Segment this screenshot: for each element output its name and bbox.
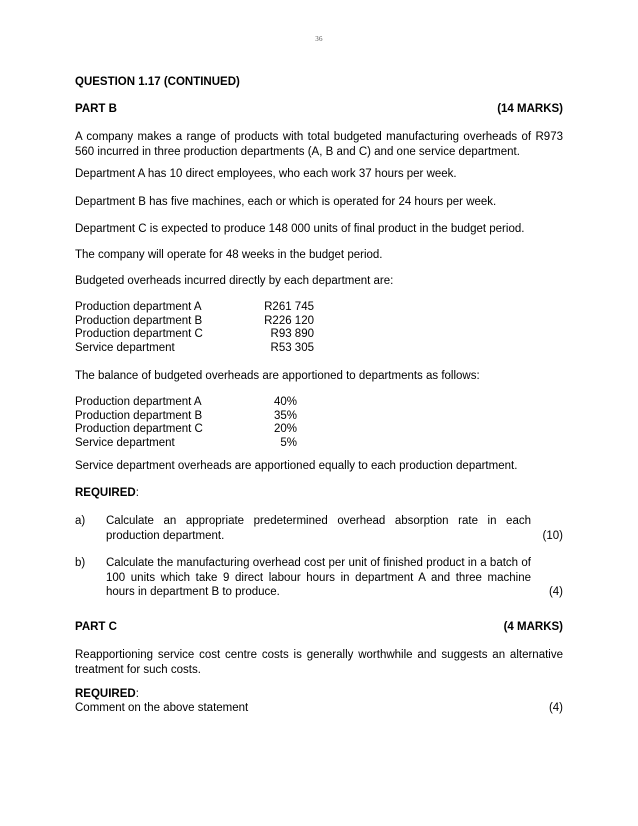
- required-colon: :: [135, 487, 139, 499]
- question-text: Calculate the manufacturing overhead cost per unit of finished product in a batch of 100 units which take 9 direct labour hours in department A and three machine hours in department B to produce.: [106, 557, 531, 598]
- dept-c-text: Department C is expected to produce 148 000 units of final product in the budget period.: [75, 223, 525, 235]
- question-item-b: [75, 556, 563, 602]
- required-label: REQUIRED: [75, 688, 136, 700]
- part-b-intro: A company makes a range of products with total budgeted manufacturing overheads of R973 560 incurred in three production departments (A, B and C) and one service department.: [75, 131, 563, 158]
- required-label: REQUIRED: [75, 487, 136, 499]
- apportion-percent: 5%: [280, 436, 297, 449]
- dept-label: Production department B: [75, 314, 203, 327]
- overhead-amount: R93 890: [270, 328, 314, 340]
- dept-a-text: Department A has 10 direct employees, who each work 37 hours per week.: [75, 168, 457, 180]
- dept-label: Production department C: [75, 328, 203, 340]
- question-text: Calculate an appropriate predetermined overhead absorption rate in each production department.: [106, 515, 531, 542]
- apportion-percent: 20%: [273, 423, 297, 435]
- part-b-marks: (14 MARKS): [497, 103, 563, 115]
- required-colon: :: [135, 688, 139, 700]
- overheads-table: [75, 301, 314, 355]
- dept-label: Production department A: [75, 301, 202, 313]
- table-row: [75, 315, 314, 329]
- table-row: [75, 328, 314, 342]
- table-row: [75, 437, 297, 451]
- balance-intro: The balance of budgeted overheads are apportioned to departments as follows:: [75, 370, 480, 382]
- overheads-table-wrap: [75, 301, 563, 355]
- table-row: [75, 342, 314, 356]
- service-note: Service department overheads are apportioned equally to each production department.: [75, 460, 518, 472]
- document-page: [75, 0, 563, 826]
- overheads-intro: Budgeted overheads incurred directly by each department are:: [75, 275, 394, 287]
- part-b-title: PART B: [75, 103, 117, 115]
- table-row: [75, 396, 297, 410]
- apportion-percent: 40%: [273, 396, 297, 408]
- table-row: [75, 423, 297, 437]
- part-c-title: PART C: [75, 621, 117, 633]
- dept-label: Service department: [75, 341, 175, 354]
- overhead-amount: R261 745: [264, 301, 314, 313]
- question-marks: (4): [548, 586, 563, 598]
- part-c-header: [75, 620, 563, 635]
- overhead-amount: R53 305: [270, 341, 314, 354]
- question-letter: b): [75, 557, 86, 569]
- page-number: 36: [315, 35, 323, 43]
- dept-label: Production department A: [75, 396, 202, 408]
- part-c-marks: (4 MARKS): [503, 621, 563, 633]
- table-row: [75, 410, 297, 424]
- dept-label: Production department C: [75, 423, 203, 435]
- question-heading: QUESTION 1.17 (CONTINUED): [75, 76, 240, 88]
- table-row: [75, 301, 314, 315]
- question-marks: (10): [542, 530, 563, 542]
- comment-instruction: Comment on the above statement: [75, 702, 249, 714]
- dept-b-text: Department B has five machines, each or which is operated for 24 hours per week.: [75, 196, 497, 208]
- part-c-required: [75, 687, 563, 702]
- question-item-a: [75, 514, 563, 546]
- apportionment-table: [75, 396, 297, 450]
- part-c-comment-row: [75, 701, 563, 716]
- apportion-percent: 35%: [273, 409, 297, 422]
- question-letter: a): [75, 515, 86, 527]
- apportionment-table-wrap: [75, 396, 563, 450]
- dept-label: Service department: [75, 436, 175, 449]
- weeks-text: The company will operate for 48 weeks in the budget period.: [75, 249, 383, 261]
- overhead-amount: R226 120: [264, 314, 314, 327]
- part-b-required: [75, 486, 563, 501]
- comment-marks: (4): [548, 702, 563, 714]
- part-b-header: [75, 102, 563, 117]
- dept-label: Production department B: [75, 409, 203, 422]
- part-c-text: Reapportioning service cost centre costs is generally worthwhile and suggests an alternative treatment for such costs.: [75, 649, 563, 676]
